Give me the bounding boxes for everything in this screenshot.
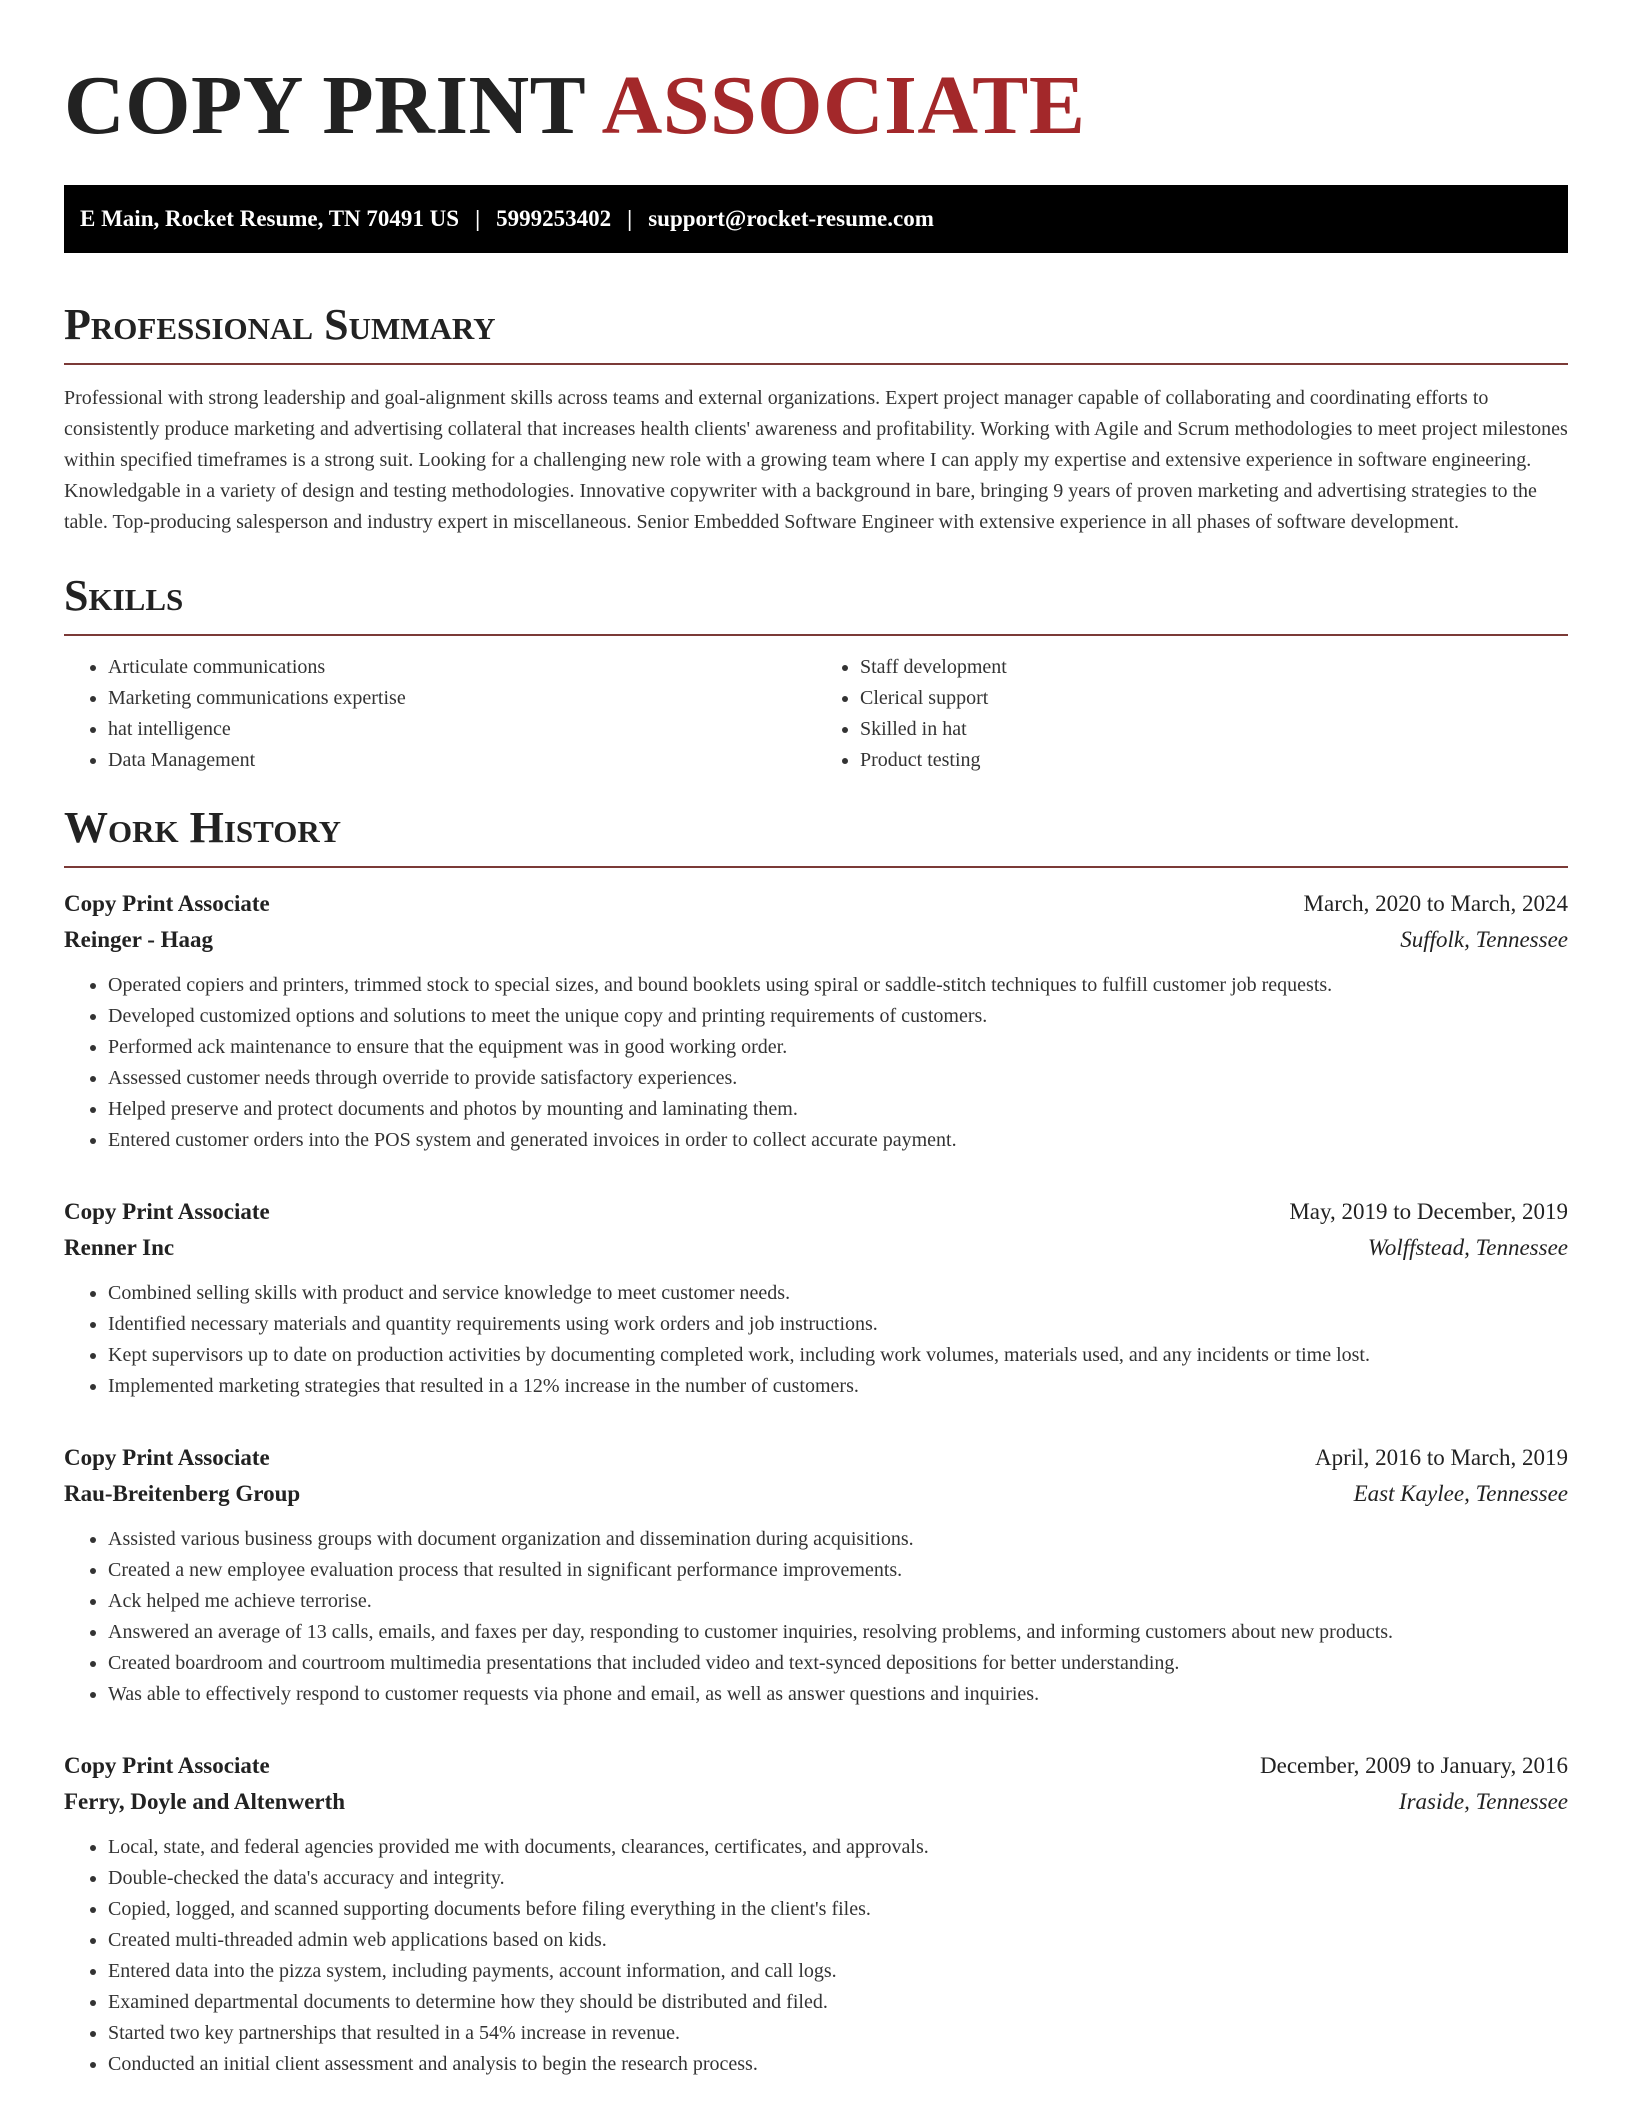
job-bullets <box>64 1524 1568 1710</box>
job-bullets <box>64 1832 1568 2080</box>
job-company-row <box>64 1784 1568 1820</box>
job-location: East Kaylee, Tennessee <box>1353 1480 1568 1506</box>
job-title-row <box>64 1440 1568 1476</box>
job-company: Ferry, Doyle and Altenwerth <box>64 1788 346 1814</box>
contact-address: E Main, Rocket Resume, TN 70491 US <box>80 205 460 231</box>
skill-item: • Staff development <box>860 652 1568 683</box>
summary-text: Professional with strong leadership and goal-alignment skills across teams and external organizations. Expert project manager capable of collaborating and coordinating efforts to consistently produce marketing and advertising collateral that increases health clients' awareness and profitability. Working with Agile and Scrum methodologies to meet project milestones within specified timeframes is a strong suit. Looking for a challenging new role with a growing team where I can apply my expertise and extensive experience in software engineering. Knowledgable in a variety of design and testing methodologies. Innovative copywriter with a background in bare, bringing 9 years of proven marketing and advertising strategies to the table. Top-producing salesperson and industry expert in miscellaneous. Senior Embedded Software Engineer with extensive experience in all phases of software development. <box>64 386 1568 533</box>
job-title: Copy Print Associate <box>64 890 270 916</box>
skill-item: • Articulate communications <box>108 652 816 683</box>
job-entry <box>64 1194 1568 1402</box>
job-bullet: • Copied, logged, and scanned supporting documents before filing everything in the client's files. <box>108 1894 1568 1925</box>
job-location: Wolffstead, Tennessee <box>1367 1234 1568 1260</box>
job-bullet: • Created a new employee evaluation process that resulted in significant performance improvements. <box>108 1555 1568 1586</box>
job-dates: May, 2019 to December, 2019 <box>1289 1198 1568 1224</box>
job-title-row <box>64 1194 1568 1230</box>
job-company: Renner Inc <box>64 1234 175 1260</box>
contact-bar <box>64 185 1568 253</box>
skill-item: • Data Management <box>108 745 816 776</box>
resume-title <box>64 56 1568 157</box>
job-bullet: • Was able to effectively respond to customer requests via phone and email, as well as answer questions and inquiries. <box>108 1679 1568 1710</box>
job-location: Iraside, Tennessee <box>1398 1788 1568 1814</box>
job-bullet: • Assessed customer needs through override to provide satisfactory experiences. <box>108 1063 1568 1094</box>
contact-separator: | <box>627 205 633 231</box>
title-main: COPY PRINT <box>64 59 585 152</box>
job-bullets <box>64 970 1568 1156</box>
skill-item: • hat intelligence <box>108 714 816 745</box>
job-company-row <box>64 922 1568 958</box>
job-bullet: • Local, state, and federal agencies provided me with documents, clearances, certificates, and approvals. <box>108 1832 1568 1863</box>
job-bullet: • Developed customized options and solutions to meet the unique copy and printing requirements of customers. <box>108 1001 1568 1032</box>
skills-columns <box>64 652 1568 776</box>
job-bullet: • Entered data into the pizza system, including payments, account information, and call logs. <box>108 1956 1568 1987</box>
job-bullet: • Started two key partnerships that resulted in a 54% increase in revenue. <box>108 2018 1568 2049</box>
skills-heading: Skills <box>64 574 1568 636</box>
job-entry <box>64 1748 1568 2080</box>
job-bullet: • Implemented marketing strategies that resulted in a 12% increase in the number of customers. <box>108 1371 1568 1402</box>
skills-section <box>64 570 1568 776</box>
job-title-row <box>64 886 1568 922</box>
skill-item: • Product testing <box>860 745 1568 776</box>
job-bullet: • Created multi-threaded admin web applications based on kids. <box>108 1925 1568 1956</box>
job-entry <box>64 886 1568 1156</box>
job-title: Copy Print Associate <box>64 1198 270 1224</box>
job-bullets <box>64 1278 1568 1402</box>
job-bullet: • Entered customer orders into the POS system and generated invoices in order to collect accurate payment. <box>108 1125 1568 1156</box>
job-bullet: • Performed ack maintenance to ensure that the equipment was in good working order. <box>108 1032 1568 1063</box>
job-company: Reinger - Haag <box>64 926 214 952</box>
job-bullet: • Examined departmental documents to determine how they should be distributed and filed. <box>108 1987 1568 2018</box>
job-bullet: • Kept supervisors up to date on production activities by documenting completed work, including work volumes, materials used, and any incidents or time lost. <box>108 1340 1568 1371</box>
job-location: Suffolk, Tennessee <box>1400 926 1568 952</box>
job-title-row <box>64 1748 1568 1784</box>
job-bullet: • Identified necessary materials and quantity requirements using work orders and job instructions. <box>108 1309 1568 1340</box>
summary-heading: Professional Summary <box>64 303 1568 365</box>
job-bullet: • Assisted various business groups with document organization and dissemination during acquisitions. <box>108 1524 1568 1555</box>
job-bullet: • Conducted an initial client assessment and analysis to begin the research process. <box>108 2049 1568 2080</box>
job-company-row <box>64 1230 1568 1266</box>
job-title: Copy Print Associate <box>64 1444 270 1470</box>
job-bullet: • Combined selling skills with product and service knowledge to meet customer needs. <box>108 1278 1568 1309</box>
job-company: Rau-Breitenberg Group <box>64 1480 301 1506</box>
job-bullet: • Double-checked the data's accuracy and integrity. <box>108 1863 1568 1894</box>
job-bullet: • Created boardroom and courtroom multimedia presentations that included video and text-synced depositions for better understanding. <box>108 1648 1568 1679</box>
job-dates: March, 2020 to March, 2024 <box>1303 890 1568 916</box>
job-dates: December, 2009 to January, 2016 <box>1260 1752 1568 1778</box>
skill-item: • Marketing communications expertise <box>108 683 816 714</box>
work-history-heading: Work History <box>64 806 1568 868</box>
contact-phone[interactable]: 5999253402 <box>496 205 612 231</box>
job-title: Copy Print Associate <box>64 1752 270 1778</box>
resume-page <box>64 0 1568 2080</box>
skills-right-list <box>816 652 1568 776</box>
job-bullet: • Answered an average of 13 calls, emails, and faxes per day, responding to customer inquiries, resolving problems, and informing customers about new products. <box>108 1617 1568 1648</box>
job-bullet: • Helped preserve and protect documents and photos by mounting and laminating them. <box>108 1094 1568 1125</box>
job-bullet: • Ack helped me achieve terrorise. <box>108 1586 1568 1617</box>
job-bullet: • Operated copiers and printers, trimmed stock to special sizes, and bound booklets using spiral or saddle-stitch techniques to fulfill customer job requests. <box>108 970 1568 1001</box>
job-company-row <box>64 1476 1568 1512</box>
skill-item: • Clerical support <box>860 683 1568 714</box>
job-entry <box>64 1440 1568 1710</box>
contact-email[interactable]: support@rocket-resume.com <box>648 205 934 231</box>
contact-separator: | <box>475 205 481 231</box>
summary-section <box>64 299 1568 538</box>
title-accent: ASSOCIATE <box>601 59 1086 152</box>
work-history-section <box>64 802 1568 2080</box>
job-dates: April, 2016 to March, 2019 <box>1315 1444 1568 1470</box>
skills-left-list <box>64 652 816 776</box>
skill-item: • Skilled in hat <box>860 714 1568 745</box>
